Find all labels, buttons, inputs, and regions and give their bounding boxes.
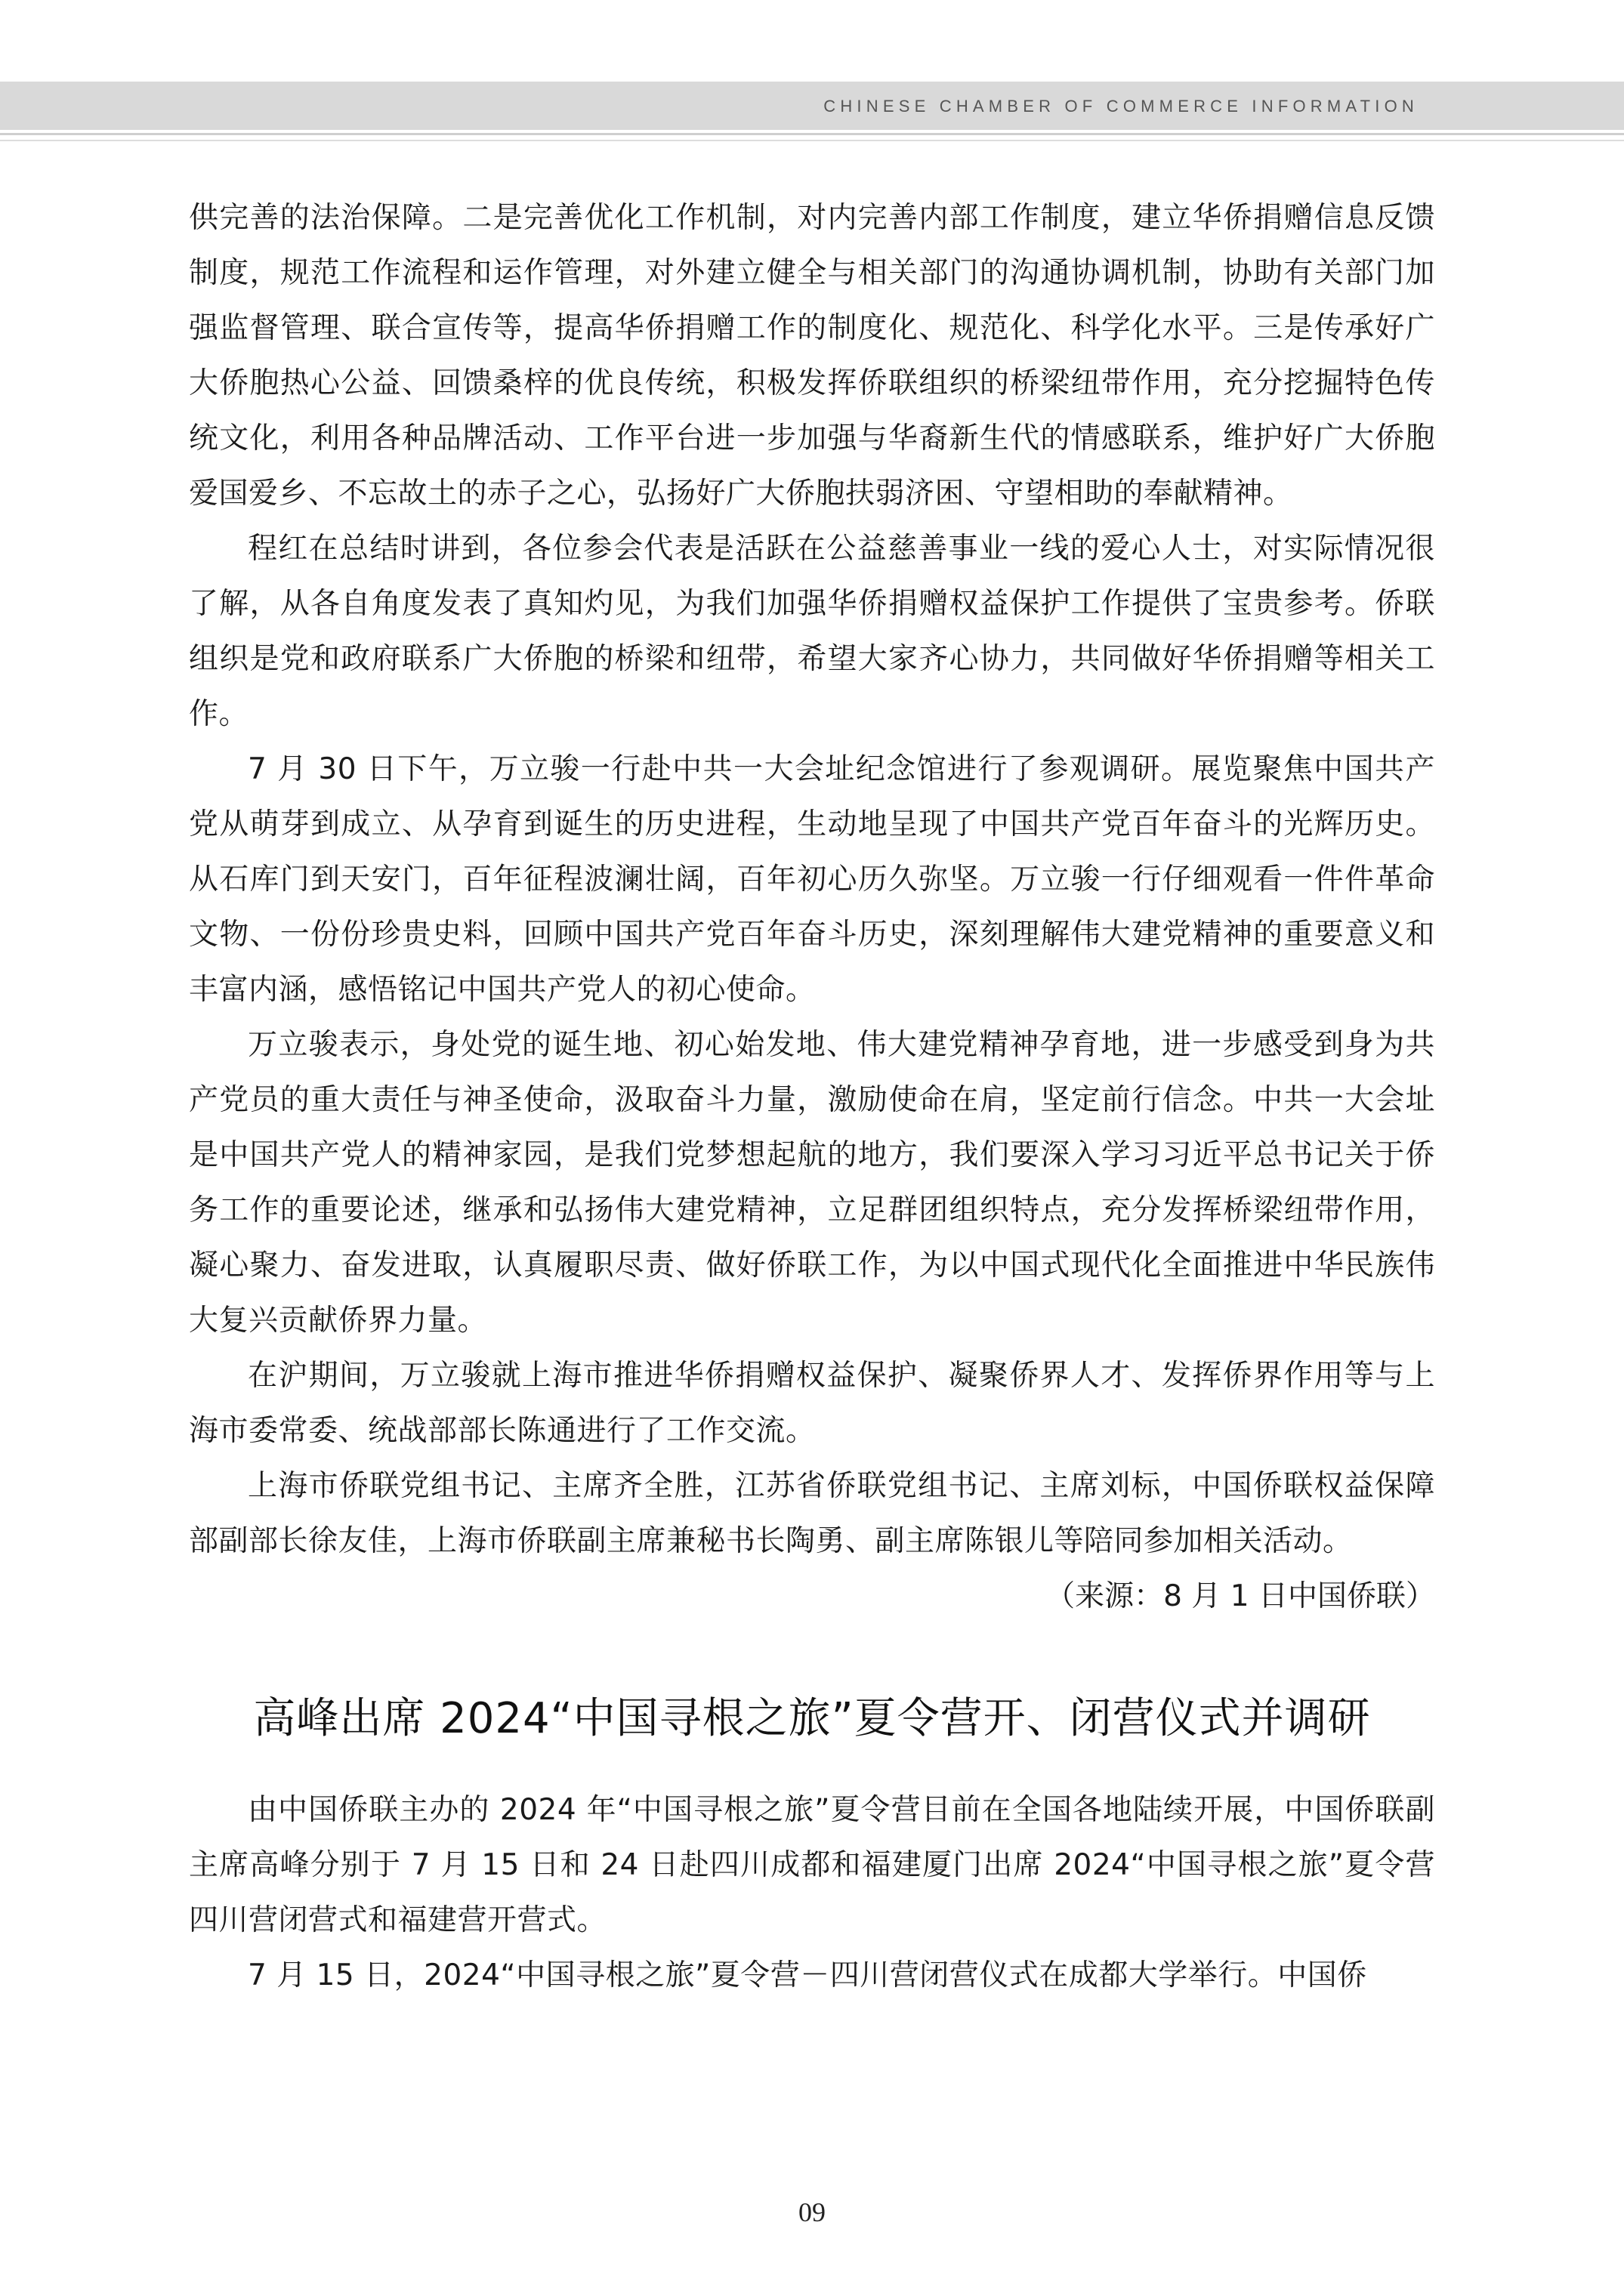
article1-paragraph-6: 上海市侨联党组书记、主席齐全胜，江苏省侨联党组书记、主席刘标，中国侨联权益保障部副部长徐友佳，上海市侨联副主席兼秘书长陶勇、副主席陈银儿等陪同参加相关活动。 <box>189 1469 1435 1558</box>
article2-title: 高峰出席 2024“中国寻根之旅”夏令营开、闭营仪式并调研 <box>253 1694 1371 1743</box>
page-content <box>189 190 1435 2003</box>
header-divider <box>0 133 1624 135</box>
article1-paragraph-3: 7 月 30 日下午，万立骏一行赴中共一大会址纪念馆进行了参观调研。展览聚焦中国共产党从萌芽到成立、从孕育到诞生的历史进程，生动地呈现了中国共产党百年奋斗的光辉历史。从石库门到天安门，百年征程波澜壮阔，百年初心历久弥坚。万立骏一行仔细观看一件件革命文物、一份份珍贵史料，回顾中国共产党百年奋斗历史，深刻理解伟大建党精神的重要意义和丰富内涵，感悟铭记中国共产党人的初心使命。 <box>189 752 1435 1007</box>
header-divider-thin <box>0 140 1624 141</box>
article2-paragraph-1: 由中国侨联主办的 2024 年“中国寻根之旅”夏令营目前在全国各地陆续开展，中国侨联副主席高峰分别于 7 月 15 日和 24 日赴四川成都和福建厦门出席 2024“中国寻根之旅”夏令营四川营闭营式和福建营开营式。 <box>189 1793 1435 1937</box>
article1-paragraph-2: 程红在总结时讲到，各位参会代表是活跃在公益慈善事业一线的爱心人士，对实际情况很了解，从各自角度发表了真知灼见，为我们加强华侨捐赠权益保护工作提供了宝贵参考。侨联组织是党和政府联系广大侨胞的桥梁和纽带，希望大家齐心协力，共同做好华侨捐赠等相关工作。 <box>189 532 1435 731</box>
page-number: 09 <box>798 2197 826 2227</box>
article1-paragraph-1: 供完善的法治保障。二是完善优化工作机制，对内完善内部工作制度，建立华侨捐赠信息反馈制度，规范工作流程和运作管理，对外建立健全与相关部门的沟通协调机制，协助有关部门加强监督管理、联合宣传等，提高华侨捐赠工作的制度化、规范化、科学化水平。三是传承好广大侨胞热心公益、回馈桑梓的优良传统，积极发挥侨联组织的桥梁纽带作用，充分挖掘特色传统文化，利用各种品牌活动、工作平台进一步加强与华裔新生代的情感联系，维护好广大侨胞爱国爱乡、不忘故土的赤子之心，弘扬好广大侨胞扶弱济困、守望相助的奉献精神。 <box>189 201 1435 511</box>
running-header-title: CHINESE CHAMBER OF COMMERCE INFORMATION <box>823 97 1419 116</box>
article2-paragraph-2: 7 月 15 日，2024“中国寻根之旅”夏令营－四川营闭营仪式在成都大学举行。中国侨 <box>248 1958 1367 1992</box>
article1-source: （来源：8 月 1 日中国侨联） <box>1045 1579 1435 1613</box>
article1-paragraph-4: 万立骏表示，身处党的诞生地、初心始发地、伟大建党精神孕育地，进一步感受到身为共产党员的重大责任与神圣使命，汲取奋斗力量，激励使命在肩，坚定前行信念。中共一大会址是中国共产党人的精神家园，是我们党梦想起航的地方，我们要深入学习习近平总书记关于侨务工作的重要论述，继承和弘扬伟大建党精神，立足群团组织特点，充分发挥桥梁纽带作用，凝心聚力、奋发进取，认真履职尽责、做好侨联工作，为以中国式现代化全面推进中华民族伟大复兴贡献侨界力量。 <box>189 1028 1435 1338</box>
article1-paragraph-5: 在沪期间，万立骏就上海市推进华侨捐赠权益保护、凝聚侨界人才、发挥侨界作用等与上海市委常委、统战部部长陈通进行了工作交流。 <box>189 1359 1435 1448</box>
